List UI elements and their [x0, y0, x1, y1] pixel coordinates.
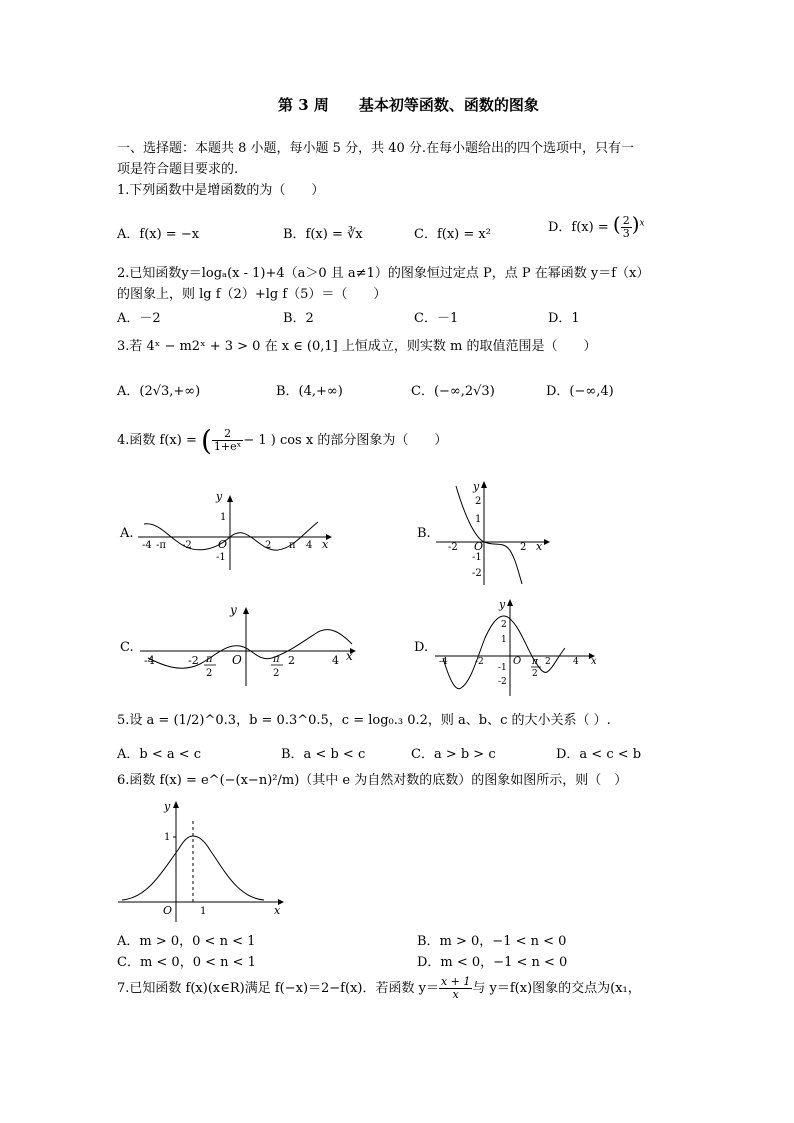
q3-option-d: D．(−∞,4)	[546, 384, 614, 399]
q4a-tick-m2: -2	[182, 540, 192, 551]
q2-option-b: B．2	[283, 311, 314, 326]
q4-fraction-num: 2	[212, 428, 243, 441]
q2-option-c: C．－1	[414, 311, 459, 326]
q4a-tick-4: 4	[306, 540, 313, 551]
q4-graph-b	[436, 480, 556, 590]
q6-tick-1: 1	[164, 832, 171, 843]
question-6-stem: 6.函数 f(x) = e^(−(x−n)²/m)（其中 e 为自然对数的底数）的图象如图所示，则（ ）	[117, 773, 628, 788]
q1-option-d-fraction	[621, 215, 632, 240]
q7-stem-prefix: 7.已知函数 f(x)(x∈R)满足 f(−x)＝2−f(x)．若函数 y＝	[117, 981, 439, 996]
q4a-tick-mpi: -π	[156, 540, 166, 551]
q4d-tick-2: 2	[501, 620, 507, 630]
q4-graph-a-label: A.	[120, 526, 134, 541]
q1-option-a: A．f(x) = −x	[117, 227, 200, 242]
q4-graph-c	[140, 604, 370, 684]
q4d-x-label: x	[591, 656, 597, 667]
q4-fraction-den: 1+eˣ	[213, 440, 242, 453]
q4d-origin: O	[513, 656, 522, 667]
q5-option-d: D．a < c < b	[556, 747, 642, 762]
q6-option-a: A．m > 0，0 < n < 1	[117, 934, 256, 949]
q1-option-c: C．f(x) = x²	[414, 227, 491, 242]
q6-graph	[118, 800, 298, 925]
q4b-x-label: x	[536, 540, 543, 553]
q4-graph-c-label: C.	[120, 640, 134, 655]
page-title: 第 3 周 基本初等函数、函数的图象	[278, 96, 539, 114]
q4d-x-tick-2: 2	[545, 657, 551, 667]
q2-option-a: A．－2	[117, 311, 161, 326]
q5-option-b: B．a < b < c	[281, 747, 366, 762]
section-instructions-line1: 一、选择题：本题共 8 小题，每小题 5 分，共 40 分.在每小题给出的四个选项中，只有一	[117, 141, 635, 156]
q6-x-tick-1: 1	[200, 906, 207, 917]
q4b-tick-m1: -1	[472, 552, 482, 563]
q5-option-c: C．a > b > c	[411, 747, 496, 762]
q4b-tick-m2: -2	[472, 568, 482, 579]
q4a-tick-m4: -4	[142, 540, 152, 551]
q4d-x-tick-4: 4	[573, 657, 579, 667]
q4b-origin: O	[474, 540, 484, 553]
q4a-tick-2: 2	[265, 540, 272, 551]
q4b-y-label: y	[473, 480, 480, 493]
q4-stem-suffix: − 1 ) cos x 的部分图象为（ ）	[243, 433, 448, 448]
q1-option-d-den: 3	[622, 227, 630, 240]
q3-option-b: B．(4,+∞)	[276, 384, 343, 399]
q4a-x-label: x	[322, 538, 329, 551]
q4b-x-tick-2: 2	[520, 542, 527, 553]
q1-option-b: B．f(x) = ∛x	[283, 227, 363, 242]
question-2-line1: 2.已知函数y＝logₐ(x - 1)+4（a＞0 且 a≠1）的图象恒过定点 P，点 P 在幂函数 y＝f（x）	[117, 266, 650, 281]
q4d-tick-m1: -1	[498, 663, 507, 673]
q4d-x-tick-den: 2	[532, 669, 538, 679]
q4c-tick-m4: -4	[144, 654, 155, 667]
q7-fraction-den: x	[452, 988, 459, 1001]
q4d-x-tick-pi: π	[532, 657, 538, 667]
q6-option-d: D．m < 0，−1 < n < 0	[417, 955, 568, 970]
q4a-origin: O	[218, 538, 228, 551]
q4-graph-a	[138, 492, 338, 572]
question-7-stem	[117, 976, 641, 1001]
q7-fraction-num: x + 1	[440, 975, 471, 988]
q4a-y-label: y	[216, 490, 223, 503]
q4-graph-b-label: B.	[417, 526, 431, 541]
q1-option-d-prefix: D．f(x) =	[548, 220, 613, 235]
q4b-x-tick-m2: -2	[448, 542, 458, 553]
q6-x-label: x	[274, 904, 281, 917]
q4c-x-label: x	[346, 649, 353, 663]
q4d-x-tick-m2: -2	[475, 657, 484, 667]
q4d-tick-m2: -2	[498, 677, 507, 687]
q4c-origin: O	[232, 653, 242, 667]
q6-option-b: B．m > 0，−1 < n < 0	[417, 934, 567, 949]
question-4-stem: 4.函数 f(x) = ( $\frac{2}{\text{1+eˣ}}$ − 1 ) cos x 的部分图象为（ ）	[117, 424, 448, 457]
q5-option-a: A．b < a < c	[117, 747, 202, 762]
q4c-tick-mden: 2	[206, 668, 213, 679]
q7-stem-suffix: 与 y＝f(x)图象的交点为(x₁，	[472, 981, 641, 996]
q3-option-c: C．(−∞,2√3)	[411, 384, 495, 399]
q3-option-a: A．(2√3,+∞)	[117, 384, 201, 399]
q4-graph-d	[435, 598, 605, 698]
q2-option-d: D．1	[548, 311, 580, 326]
question-1-stem: 1.下列函数中是增函数的为（ ）	[117, 183, 325, 198]
q4-fraction	[212, 428, 243, 453]
q4b-tick-1: 1	[475, 514, 482, 525]
question-2-line2: 的图象上，则 lg f（2）+lg f（5）＝（ ）	[117, 287, 387, 302]
q4c-y-label: y	[230, 603, 237, 617]
q4c-tick-mpi: π	[206, 654, 213, 665]
q4a-tick-m1: -1	[216, 552, 226, 563]
q1-option-d-exp: x	[639, 218, 645, 229]
q4a-tick-1: 1	[220, 512, 227, 523]
section-instructions-line2: 项是符合题目要求的.	[117, 162, 239, 177]
question-3-stem: 3.若 4ˣ − m2ˣ + 3 > 0 在 x ∈ (0,1] 上恒成立，则实数 m 的取值范围是（ ）	[117, 339, 597, 354]
q4c-tick-4: 4	[332, 654, 339, 667]
q4d-tick-1: 1	[501, 635, 507, 645]
q4d-tick-m4: -4	[439, 657, 448, 667]
q6-option-c: C．m < 0，0 < n < 1	[117, 955, 256, 970]
q7-fraction	[439, 976, 472, 1001]
question-5-stem: 5.设 a = (1/2)^0.3，b = 0.3^0.5，c = log₀.₃ 0.2，则 a、b、c 的大小关系（ ）.	[117, 713, 611, 728]
q6-y-label: y	[164, 800, 171, 813]
q4-stem-prefix: 4.函数 f(x) =	[117, 433, 201, 448]
q4-graph-d-label: D.	[414, 640, 429, 655]
q4c-tick-m2: -2	[188, 654, 199, 667]
q4d-y-label: y	[499, 598, 506, 611]
q4b-tick-2: 2	[475, 496, 482, 507]
q1-option-d-num: 2	[622, 214, 630, 227]
q4c-tick-2: 2	[288, 654, 295, 667]
q1-option-d: D．f(x) = ( $\frac{2}{3}$ )$^x$	[548, 212, 645, 240]
q4c-tick-pi: π	[273, 654, 280, 665]
q4a-tick-pi: π	[289, 540, 296, 551]
q6-origin: O	[163, 904, 173, 917]
q4c-tick-den: 2	[273, 668, 280, 679]
